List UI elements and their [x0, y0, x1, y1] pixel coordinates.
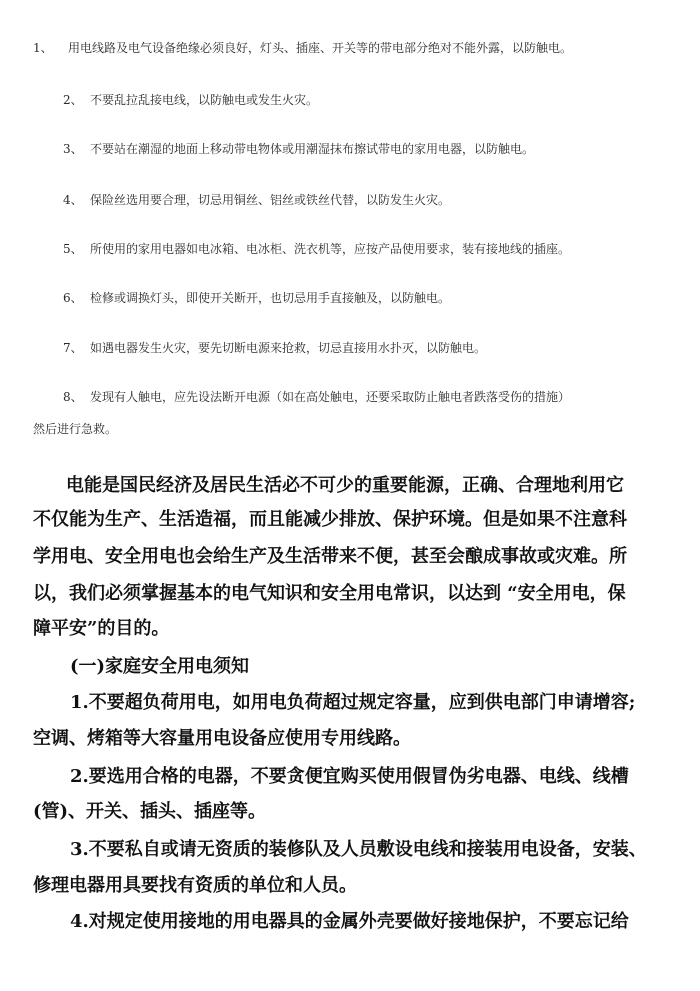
list-number: 3、 [63, 142, 83, 156]
list-item-continuation: 然后进行急救。 [33, 422, 118, 436]
item-line: 3.不要私自或请无资质的装修队及人员敷设电线和接装用电设备，安装、 [70, 839, 647, 860]
list-number: 2、 [63, 93, 83, 107]
paragraph-line: 电能是国民经济及居民生活必不可少的重要能源，正确、合理地利用它 [66, 475, 624, 496]
list-number: 7、 [63, 341, 83, 355]
item-line: 空调、烤箱等大容量用电设备应使用专用线路。 [33, 728, 411, 749]
list-text: 不要站在潮湿的地面上移动带电物体或用潮湿抹布擦试带电的家用电器，以防触电。 [90, 142, 535, 156]
paragraph-line: 以，我们必须掌握基本的电气知识和安全用电常识，以达到 “安全用电，保 [33, 583, 626, 604]
list-number: 4、 [63, 193, 83, 207]
list-text: 用电线路及电气设备绝缘必须良好，灯头、插座、开关等的带电部分绝对不能外露，以防触电。 [68, 41, 573, 55]
list-number: 6、 [63, 291, 83, 305]
paragraph-line: 障平安”的目的。 [33, 618, 170, 639]
list-text: 保险丝选用要合理，切忌用铜丝、铝丝或铁丝代替，以防发生火灾。 [90, 193, 451, 207]
list-text: 检修或调换灯头，即使开关断开，也切忌用手直接触及，以防触电。 [90, 291, 451, 305]
item-line: (管)、开关、插头、插座等。 [33, 801, 267, 822]
section-heading: (一)家庭安全用电须知 [70, 656, 250, 677]
list-text: 所使用的家用电器如电冰箱、电冰柜、洗衣机等，应按产品使用要求，装有接地线的插座。 [90, 242, 571, 256]
list-number: 5、 [63, 242, 83, 256]
item-line: 2.要选用合格的电器，不要贪便宜购买使用假冒伪劣电器、电线、线槽 [70, 766, 629, 787]
paragraph-line: 不仅能为生产、生活造福，而且能减少排放、保护环境。但是如果不注意科 [33, 509, 627, 530]
list-text: 不要乱拉乱接电线，以防触电或发生火灾。 [90, 93, 319, 107]
paragraph-line: 学用电、安全用电也会给生产及生活带来不便，甚至会酿成事故或灾难。所 [33, 546, 627, 567]
list-number: 1、 [33, 41, 53, 55]
list-number: 8、 [63, 390, 83, 404]
list-text: 如遇电器发生火灾，要先切断电源来抢救，切忌直接用水扑灭，以防触电。 [90, 341, 487, 355]
item-line: 1.不要超负荷用电，如用电负荷超过规定容量，应到供电部门申请增容; [70, 692, 636, 713]
list-text: 发现有人触电，应先设法断开电源（如在高处触电，还要采取防止触电者跌落受伤的措施） [90, 390, 571, 404]
item-line: 4.对规定使用接地的用电器具的金属外壳要做好接地保护，不要忘记给 [70, 911, 629, 932]
item-line: 修理电器用具要找有资质的单位和人员。 [33, 875, 357, 896]
